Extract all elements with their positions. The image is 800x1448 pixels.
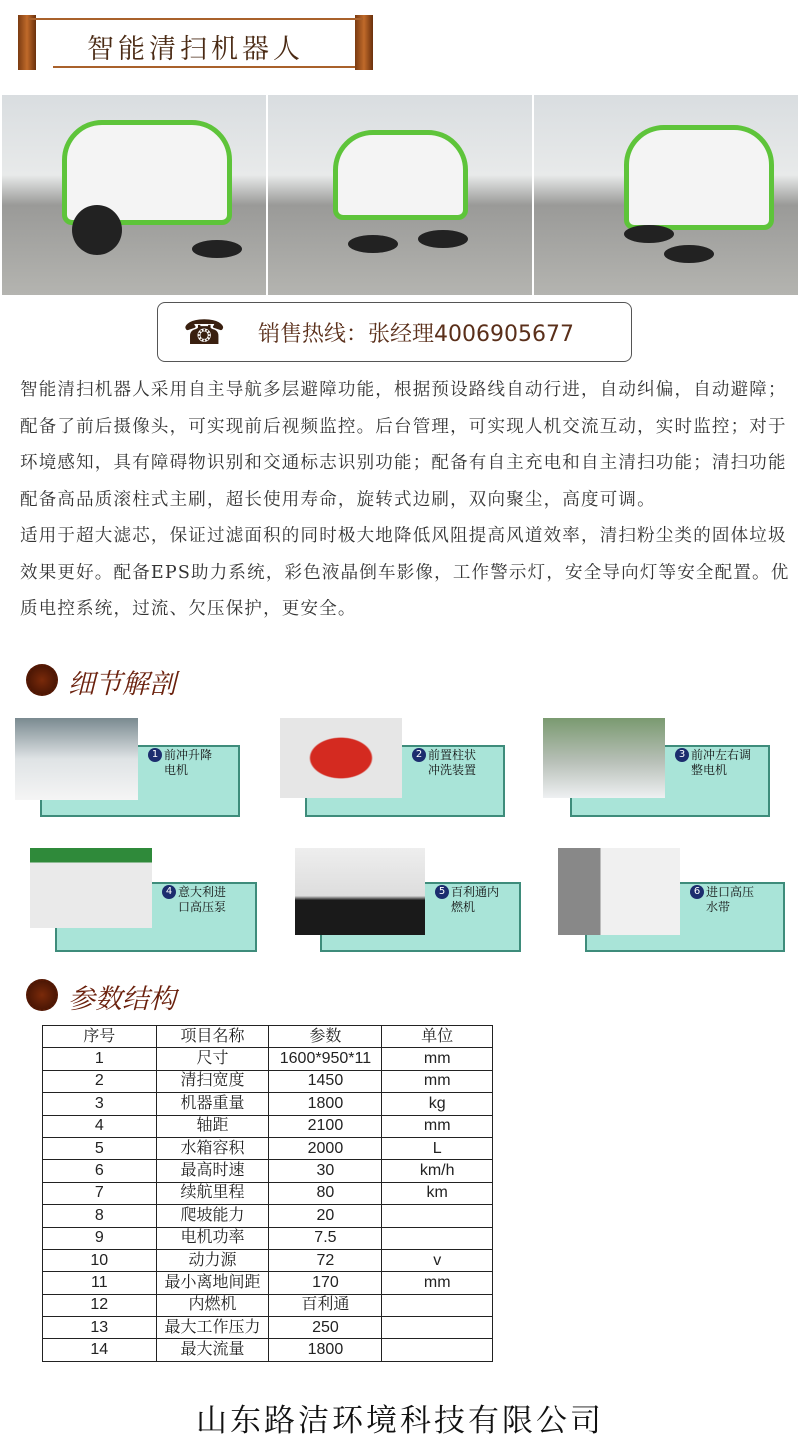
table-cell: 内燃机: [156, 1294, 269, 1316]
detail-photo: [15, 718, 138, 800]
table-cell: 电机功率: [156, 1227, 269, 1249]
table-cell: 1800: [269, 1339, 382, 1361]
description-paragraph: 智能清扫机器人采用自主导航多层避障功能，根据预设路线自动行进，自动纠偏，自动避障；配备了前后摄像头，可实现前后视频监控。后台管理，可实现人机交流互动，实时监控；对于环境感知，具有障碍物识别和交通标志识别功能；配备有自主充电和自主清扫功能；清扫功能配备高品质滚柱式主刷，超长使用寿命，旋转式边刷，双向聚尘，高度可调。: [20, 380, 787, 510]
detail-label: [435, 885, 515, 915]
section-title: 参数结构: [68, 984, 176, 1015]
detail-label-line: 燃机: [451, 900, 476, 914]
column-header: 项目名称: [156, 1026, 269, 1048]
page-title: 智能清扫机器人: [87, 34, 304, 65]
detail-photo: [295, 848, 425, 935]
table-cell: 2100: [269, 1115, 382, 1137]
table-cell: 13: [43, 1317, 157, 1339]
table-cell: 80: [269, 1182, 382, 1204]
table-cell: mm: [382, 1115, 493, 1137]
table-cell: 机器重量: [156, 1093, 269, 1115]
table-cell: 1600*950*11: [269, 1048, 382, 1070]
number-badge: 3: [675, 748, 689, 762]
detail-photo: [280, 718, 402, 798]
detail-photo: [30, 848, 152, 928]
bullet-icon: [26, 664, 58, 696]
table-row: [43, 1093, 493, 1115]
table-cell: 14: [43, 1339, 157, 1361]
table-cell: km/h: [382, 1160, 493, 1182]
column-header: 单位: [382, 1026, 493, 1048]
table-cell: 1: [43, 1048, 157, 1070]
table-row: [43, 1205, 493, 1227]
table-cell: 动力源: [156, 1249, 269, 1271]
table-cell: 10: [43, 1249, 157, 1271]
table-row: [43, 1227, 493, 1249]
detail-photo: [558, 848, 680, 935]
bullet-icon: [26, 979, 58, 1011]
table-row: [43, 1272, 493, 1294]
parameter-table: [42, 1025, 493, 1362]
table-cell: 轴距: [156, 1115, 269, 1137]
column-header: 序号: [43, 1026, 157, 1048]
table-cell: 7: [43, 1182, 157, 1204]
table-cell: 2000: [269, 1137, 382, 1159]
table-cell: mm: [382, 1272, 493, 1294]
table-row: [43, 1137, 493, 1159]
table-row: [43, 1070, 493, 1092]
table-cell: 30: [269, 1160, 382, 1182]
table-cell: [382, 1205, 493, 1227]
table-cell: [382, 1339, 493, 1361]
table-cell: 5: [43, 1137, 157, 1159]
company-name: 山东路洁环境科技有限公司: [196, 1403, 604, 1439]
table-row: [43, 1339, 493, 1361]
description: [20, 372, 790, 628]
detail-label: [690, 885, 770, 915]
number-badge: 2: [412, 748, 426, 762]
robot-photo-front: [268, 95, 532, 295]
detail-label-line: 口高压泵: [178, 900, 227, 914]
table-cell: 尺寸: [156, 1048, 269, 1070]
table-cell: [382, 1317, 493, 1339]
table-cell: 爬坡能力: [156, 1205, 269, 1227]
column-header: 参数: [269, 1026, 382, 1048]
detail-label-line: 冲洗装置: [428, 763, 477, 777]
table-cell: 2: [43, 1070, 157, 1092]
title-banner: [18, 15, 373, 70]
detail-label: [412, 748, 492, 778]
detail-label: [148, 748, 228, 778]
description-paragraph: 适用于超大滤芯，保证过滤面积的同时极大地降低风阻提高风道效率，清扫粉尘类的固体垃圾效果更好。配备EPS助力系统，彩色液晶倒车影像，工作警示灯，安全导向灯等安全配置。优质电控系统，过流、欠压保护，更安全。: [20, 526, 790, 619]
table-cell: 最小离地间距: [156, 1272, 269, 1294]
robot-photo-side: [2, 95, 266, 295]
section-title: 细节解剖: [68, 669, 176, 700]
telephone-icon: ☎: [183, 313, 226, 353]
table-cell: [382, 1294, 493, 1316]
table-cell: 9: [43, 1227, 157, 1249]
detail-label-line: 意大利进: [178, 885, 227, 899]
detail-label-line: 水带: [706, 900, 731, 914]
table-cell: 20: [269, 1205, 382, 1227]
table-cell: v: [382, 1249, 493, 1271]
detail-label-line: 前置柱状: [428, 748, 477, 762]
detail-label: [162, 885, 242, 915]
table-row: [43, 1294, 493, 1316]
table-cell: 1800: [269, 1093, 382, 1115]
table-cell: mm: [382, 1070, 493, 1092]
number-badge: 1: [148, 748, 162, 762]
detail-label-line: 电机: [164, 763, 189, 777]
number-badge: 4: [162, 885, 176, 899]
table-cell: 3: [43, 1093, 157, 1115]
table-cell: 6: [43, 1160, 157, 1182]
table-row: [43, 1182, 493, 1204]
number-badge: 6: [690, 885, 704, 899]
detail-photo: [543, 718, 665, 798]
table-cell: 11: [43, 1272, 157, 1294]
table-cell: kg: [382, 1093, 493, 1115]
table-cell: 最高时速: [156, 1160, 269, 1182]
table-row: [43, 1048, 493, 1070]
table-row: [43, 1249, 493, 1271]
table-row: [43, 1317, 493, 1339]
table-cell: 水箱容积: [156, 1137, 269, 1159]
table-header-row: [43, 1026, 493, 1048]
table-cell: 清扫宽度: [156, 1070, 269, 1092]
detail-label-line: 整电机: [691, 763, 728, 777]
table-cell: 最大流量: [156, 1339, 269, 1361]
detail-label-line: 进口高压: [706, 885, 755, 899]
table-cell: 4: [43, 1115, 157, 1137]
table-cell: km: [382, 1182, 493, 1204]
number-badge: 5: [435, 885, 449, 899]
table-row: [43, 1160, 493, 1182]
table-cell: 170: [269, 1272, 382, 1294]
table-cell: 1450: [269, 1070, 382, 1092]
detail-label-line: 前冲左右调: [691, 748, 752, 762]
table-cell: 250: [269, 1317, 382, 1339]
table-cell: 最大工作压力: [156, 1317, 269, 1339]
table-cell: 7.5: [269, 1227, 382, 1249]
robot-photo-rear: [534, 95, 798, 295]
detail-label: [675, 748, 755, 778]
table-cell: 续航里程: [156, 1182, 269, 1204]
detail-label-line: 百利通内: [451, 885, 500, 899]
table-cell: L: [382, 1137, 493, 1159]
hotline-text: 销售热线：张经理4006905677: [258, 322, 574, 347]
table-cell: 72: [269, 1249, 382, 1271]
table-cell: 8: [43, 1205, 157, 1227]
table-cell: 百利通: [269, 1294, 382, 1316]
table-cell: mm: [382, 1048, 493, 1070]
table-cell: 12: [43, 1294, 157, 1316]
detail-label-line: 前冲升降: [164, 748, 213, 762]
table-cell: [382, 1227, 493, 1249]
sales-hotline: [157, 302, 632, 362]
table-row: [43, 1115, 493, 1137]
